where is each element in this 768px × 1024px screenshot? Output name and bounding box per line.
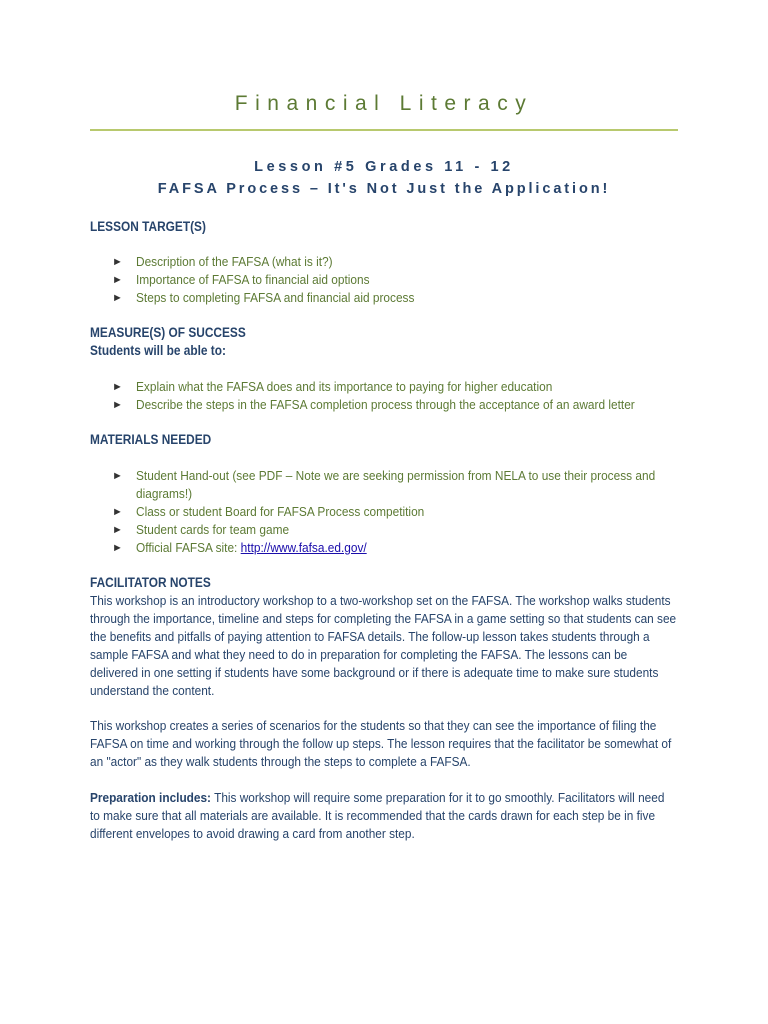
fafsa-site-link[interactable]: http://www.fafsa.ed.gov/ <box>240 540 367 555</box>
measures-subheading: Students will be able to: <box>90 343 226 358</box>
measures-list <box>112 378 678 414</box>
materials-heading: MATERIALS NEEDED <box>90 432 212 447</box>
list-item: ► Class or student Board for FAFSA Process competition <box>112 504 425 519</box>
lesson-subtitle: FAFSA Process – It's Not Just the Application! <box>157 181 611 197</box>
list-item <box>112 539 678 557</box>
facilitator-paragraph-2: This workshop creates a series of scenarios for the students so that they can see the importance of filing the FAFSA on time and working through the follow up steps. The lesson requires that the facilitator be somewhat of an "actor" as they walk students through the steps to complete a FAFSA. <box>90 718 672 769</box>
preparation-label: Preparation includes: <box>90 790 212 805</box>
fafsa-site-label: Official FAFSA site: <box>136 540 241 555</box>
list-item: ► Student Hand-out (see PDF – Note we are seeking permission from NELA to use their process and diagrams!) <box>112 468 656 501</box>
list-item: ► Explain what the FAFSA does and its importance to paying for higher education <box>112 379 553 394</box>
arrow-bullet-icon: ► <box>112 274 123 286</box>
arrow-bullet-icon: ► <box>112 381 123 393</box>
arrow-bullet-icon: ► <box>112 256 123 268</box>
arrow-bullet-icon: ► <box>112 292 123 304</box>
arrow-bullet-icon: ► <box>112 506 123 518</box>
preparation-paragraph <box>90 789 677 843</box>
title-divider <box>90 129 678 131</box>
facilitator-notes-heading: FACILITATOR NOTES <box>90 575 211 590</box>
list-item: ► Student cards for team game <box>112 522 290 537</box>
materials-list <box>112 467 678 557</box>
list-item: ► Importance of FAFSA to financial aid options <box>112 272 370 287</box>
facilitator-paragraph-1: This workshop is an introductory workshop to a two-workshop set on the FAFSA. The workshop walks students through the importance, timeline and steps for completing the FAFSA in a game setting so that students can see the benefits and pitfalls of paying attention to FAFSA details. The follow-up lesson takes students through a sample FAFSA and what they need to do in preparation for completing the FAFSA. The lessons can be delivered in one setting if students have some background or if there is adequate time to make sure students understand the content. <box>90 593 677 698</box>
arrow-bullet-icon: ► <box>112 470 123 482</box>
measures-heading: MEASURE(S) OF SUCCESS <box>90 325 246 340</box>
arrow-bullet-icon: ► <box>112 542 123 554</box>
arrow-bullet-icon: ► <box>112 399 123 411</box>
arrow-bullet-icon: ► <box>112 524 123 536</box>
lesson-targets-heading: LESSON TARGET(S) <box>90 219 206 234</box>
preparation-text: This workshop will require some preparation for it to go smoothly. Facilitators will need to make sure that all materials are available. It is recommended that the cards drawn for each step be in five different envelopes to avoid drawing a card from another step. <box>90 790 665 841</box>
document-title: Financial Literacy <box>234 92 534 115</box>
list-item: ► Description of the FAFSA (what is it?) <box>112 254 333 269</box>
list-item: ► Steps to completing FAFSA and financial aid process <box>112 290 415 305</box>
lesson-number: Lesson #5 Grades 11 - 12 <box>254 159 514 175</box>
lesson-targets-list <box>112 253 678 307</box>
list-item: ► Describe the steps in the FAFSA completion process through the acceptance of an award letter <box>112 397 635 412</box>
